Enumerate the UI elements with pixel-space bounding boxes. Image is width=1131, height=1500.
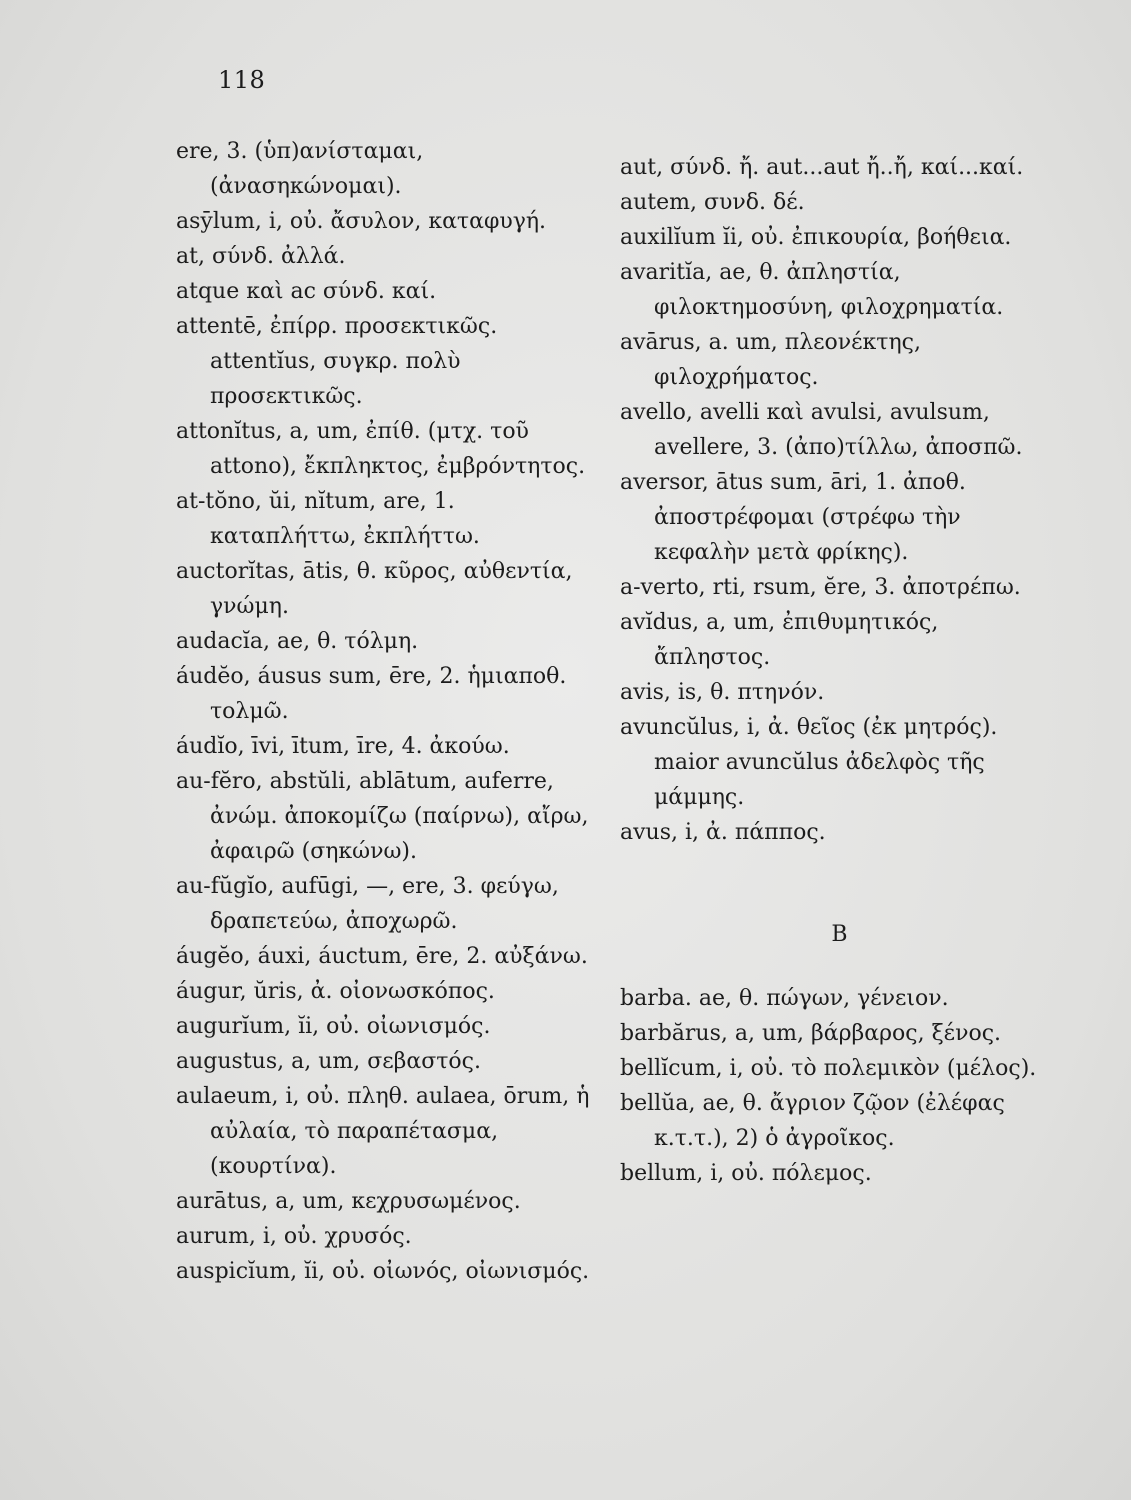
- dictionary-entry: áugur, ŭris, ἀ. οἰονωσκόπος.: [176, 979, 495, 1004]
- left-column: [176, 134, 606, 1289]
- dictionary-entry: auspicĭum, ĭi, οὐ. οἰωνός, οἰωνισμός.: [176, 1259, 590, 1284]
- dictionary-entry: attonĭtus, a, um, ἐπίθ. (μτχ. τοῦ attono), ἔκπληκτος, ἐμβρόντητος.: [176, 419, 586, 479]
- dictionary-entry: bellŭa, ae, θ. ἄγριον ζῷον (ἐλέφας κ.τ.τ.), 2) ὁ ἀγροῖκος.: [620, 1091, 1005, 1151]
- dictionary-entry: aulaeum, i, οὐ. πληθ. aulaea, ōrum, ἡ αὐλαία, τὸ παραπέτασμα, (κουρτίνα).: [176, 1084, 590, 1179]
- dictionary-entry: barba. ae, θ. πώγων, γένειον.: [620, 986, 949, 1011]
- dictionary-entry: ere, 3. (ὑπ)ανίσταμαι, (ἀνασηκώνομαι).: [176, 139, 424, 199]
- dictionary-entry: barbărus, a, um, βάρβαρος, ξένος.: [620, 1021, 1002, 1046]
- dictionary-entry: aurātus, a, um, κεχρυσωμένος.: [176, 1189, 521, 1214]
- dictionary-entry: avis, is, θ. πτηνόν.: [620, 680, 825, 705]
- dictionary-entry: au-fĕro, abstŭli, ablātum, auferre, ἀνώμ. ἀποκομίζω (παίρνω), αἴρω, ἀφαιρῶ (σηκώνω).: [176, 769, 589, 864]
- dictionary-entry: avello, avelli καὶ avulsi, avulsum, avellere, 3. (ἀπο)τίλλω, ἀποσπῶ.: [620, 400, 1023, 460]
- dictionary-entry: áugĕo, áuxi, áuctum, ēre, 2. αὐξάνω.: [176, 944, 588, 969]
- dictionary-entry: bellum, i, οὐ. πόλεμος.: [620, 1161, 872, 1186]
- right-column: [620, 150, 1060, 1191]
- dictionary-entry: aurum, i, οὐ. χρυσός.: [176, 1224, 412, 1249]
- dictionary-entry: aut, σύνδ. ἤ. aut...aut ἤ..ἤ, καί...καί.: [620, 155, 1024, 180]
- dictionary-entry: augurĭum, ĭi, οὐ. οἰωνισμός.: [176, 1014, 491, 1039]
- dictionary-entry: avus, i, ἀ. πάππος.: [620, 820, 826, 845]
- dictionary-entry: avaritĭa, ae, θ. ἀπληστία, φιλοκτημοσύνη, φιλοχρηματία.: [620, 260, 1004, 320]
- dictionary-entry: at-tŏno, ŭi, nĭtum, are, 1. καταπλήττω, ἐκπλήττω.: [176, 489, 480, 549]
- dictionary-entry: áudĭo, īvi, ītum, īre, 4. ἀκούω.: [176, 734, 510, 759]
- dictionary-entry: attentē, ἐπίρρ. προσεκτικῶς. attentĭus, συγκρ. πολὺ προσεκτικῶς.: [176, 314, 498, 409]
- dictionary-entry: auxilĭum ĭi, οὐ. ἐπικουρία, βοήθεια.: [620, 225, 1012, 250]
- dictionary-entry: au-fŭgĭo, aufūgi, —, ere, 3. φεύγω, δραπετεύω, ἀποχωρῶ.: [176, 874, 559, 934]
- dictionary-entry: avuncŭlus, i, ἀ. θεῖος (ἐκ μητρός). maior avuncŭlus ἀδελφὸς τῆς μάμμης.: [620, 715, 998, 810]
- dictionary-entry: autem, συνδ. δέ.: [620, 190, 805, 215]
- dictionary-entry: aversor, ātus sum, āri, 1. ἀποθ. ἀποστρέφομαι (στρέφω τὴν κεφαλὴν μετὰ φρίκης).: [620, 470, 966, 565]
- page-number: 118: [218, 66, 266, 94]
- dictionary-entry: bellĭcum, i, οὐ. τὸ πολεμικὸν (μέλος).: [620, 1056, 1037, 1081]
- dictionary-entry: audacĭa, ae, θ. τόλμη.: [176, 629, 419, 654]
- dictionary-entry: auctorĭtas, ātis, θ. κῦρος, αὐθεντία, γνώμη.: [176, 559, 573, 619]
- dictionary-entry: atque καὶ ac σύνδ. καί.: [176, 279, 437, 304]
- dictionary-entry: avārus, a. um, πλεονέκτης, φιλοχρήματος.: [620, 330, 921, 390]
- dictionary-entry: áudĕo, áusus sum, ēre, 2. ἡμιαποθ. τολμῶ.: [176, 664, 567, 724]
- dictionary-entry: augustus, a, um, σεβαστός.: [176, 1049, 481, 1074]
- dictionary-entry: at, σύνδ. ἀλλά.: [176, 244, 346, 269]
- dictionary-entry: avĭdus, a, um, ἐπιθυμητικός, ἄπληστος.: [620, 610, 939, 670]
- dictionary-entry: asȳlum, i, οὐ. ἄσυλον, καταφυγή.: [176, 209, 547, 234]
- dictionary-entry: a-verto, rti, rsum, ĕre, 3. ἀποτρέπω.: [620, 575, 1021, 600]
- section-letter-b: B: [831, 922, 849, 947]
